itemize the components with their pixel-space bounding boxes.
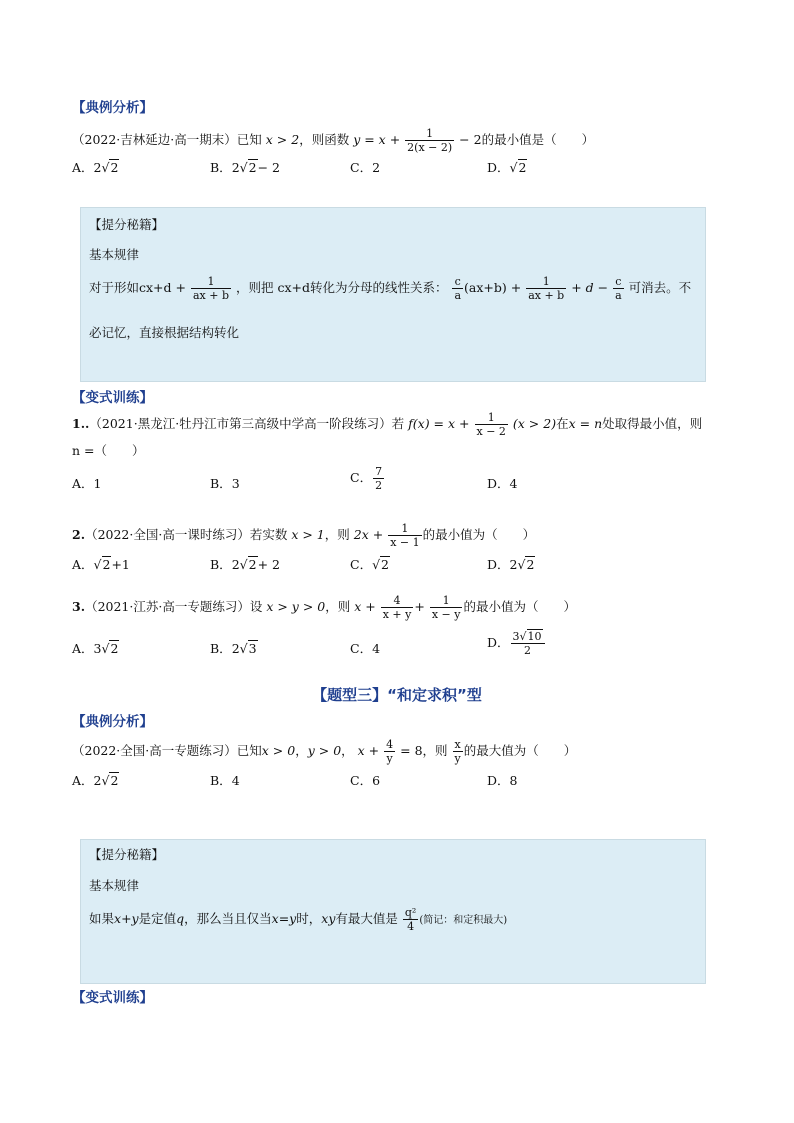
- option-value: 3: [231, 476, 240, 491]
- fraction-numerator: 7: [375, 465, 383, 478]
- example2-mid: ，则: [422, 743, 448, 758]
- fraction-denominator: 2: [375, 479, 383, 492]
- q3-fraction-1: [381, 594, 414, 621]
- example1-option-b: B．2√2− 2: [210, 160, 280, 175]
- option-label: A．: [72, 773, 94, 788]
- option-label: C．: [350, 641, 373, 656]
- fraction-numerator: 4: [393, 594, 401, 607]
- q3-condition: x > y > 0: [266, 599, 326, 614]
- example2-option-a: A．2√2: [72, 773, 119, 788]
- option-post: − 2: [257, 160, 280, 175]
- example2-option-b: [210, 771, 240, 789]
- q1-condition: (x > 2): [512, 416, 557, 431]
- q3-mid: ，则: [325, 599, 351, 614]
- fraction-numerator: 1: [426, 127, 434, 140]
- option-label: B．: [210, 476, 232, 491]
- q2-mid: ，则: [324, 527, 350, 542]
- example2-option-c: [350, 771, 380, 789]
- q1-fraction: [475, 411, 508, 438]
- option-label: D．: [487, 773, 510, 788]
- tip1-text-5: 可消去。不: [628, 280, 692, 295]
- option-label: D．: [487, 635, 510, 650]
- fraction-numerator: 1: [401, 522, 409, 535]
- tip2-note: (简记：和定积最大): [419, 915, 508, 926]
- q2-option-b: B．2√2+ 2: [210, 557, 280, 572]
- option-value: 4: [372, 641, 381, 656]
- tip-law: 基本规律: [89, 247, 140, 262]
- option-label: A．: [72, 557, 94, 572]
- option-coef: 2: [93, 773, 102, 788]
- option-post: +1: [111, 557, 130, 572]
- q2-function: 2x +: [353, 527, 384, 542]
- fraction-numerator: 1: [542, 275, 550, 288]
- q2-option-c: C．√2: [350, 557, 389, 572]
- q2-condition: x > 1: [291, 527, 325, 542]
- example1-function-left: y = x +: [353, 132, 401, 147]
- option-radicand: 2: [518, 160, 527, 175]
- numerator-coef: 3: [512, 630, 520, 643]
- q1-line2: n =（ ）: [72, 443, 145, 458]
- example1-option-c: [350, 158, 380, 176]
- tip1-text-6: 必记忆，直接根据结构转化: [89, 325, 240, 340]
- fraction-denominator: ax + b: [528, 289, 565, 302]
- separator: ，: [341, 743, 354, 758]
- q3-fraction-2: [430, 594, 463, 621]
- option-radicand: 2: [248, 160, 257, 175]
- option-value: 2: [372, 160, 381, 175]
- q1-suffix: 处取得最小值，则: [602, 416, 703, 431]
- example2-option-d: [487, 771, 517, 789]
- option-fraction: [373, 465, 384, 492]
- q3-suffix: 的最小值为（ ）: [463, 599, 576, 614]
- option-coef: 2: [231, 160, 240, 175]
- practice-tag-2: 【变式训练】: [72, 990, 153, 1006]
- tip-box-1: [80, 207, 706, 382]
- tip1-text-2: ，则把 cx+d转化为分母的线性关系：: [235, 280, 448, 295]
- fraction-denominator: a: [615, 289, 622, 302]
- option-label: B．: [210, 773, 232, 788]
- fraction-denominator: x + y: [382, 608, 412, 621]
- option-label: A．: [72, 476, 94, 491]
- option-radicand: 2: [248, 557, 257, 572]
- option-label: D．: [487, 476, 510, 491]
- option-radicand: 2: [381, 557, 389, 572]
- q1-option-c: [350, 465, 385, 492]
- option-label: B．: [210, 557, 232, 572]
- example-analysis-tag: 【典例分析】: [72, 100, 153, 116]
- practice-q2: [72, 522, 535, 549]
- tip1-formula-line: [89, 275, 691, 302]
- option-label: C．: [350, 557, 373, 572]
- option-radicand: 3: [248, 641, 257, 656]
- fraction-numerator: 3√10: [512, 630, 542, 643]
- option-coef: 2: [231, 641, 240, 656]
- question-source: （2021·江苏·高一专题练习）设: [85, 599, 263, 614]
- section-title: 【题型三】“和定求积”型: [312, 686, 482, 704]
- fraction-denominator: x − 2: [476, 425, 506, 438]
- q3-plus: +: [414, 599, 425, 614]
- example1-fraction: [405, 127, 454, 154]
- fraction-denominator: 2(x − 2): [407, 141, 453, 154]
- example2-cond-2: y > 0: [307, 743, 342, 758]
- question-number: 3.: [72, 599, 86, 614]
- q3-function: x +: [354, 599, 376, 614]
- tip2-expr-2: x=y: [271, 911, 297, 926]
- q1-option-b: [210, 474, 240, 492]
- example2-ratio-fraction: [453, 738, 463, 765]
- tip2-expr-3: xy: [321, 911, 336, 926]
- example-analysis-tag-2: 【典例分析】: [72, 714, 153, 730]
- tip2-q: q: [176, 911, 185, 926]
- option-value: 1: [93, 476, 102, 491]
- example1-condition: x > 2: [265, 132, 300, 147]
- question-number: 1..: [72, 416, 90, 431]
- example2-source: （2022·全国·高一专题练习）已知: [72, 743, 262, 758]
- option-value: 4: [231, 773, 240, 788]
- example2-question: [72, 738, 576, 765]
- practice-q3: [72, 594, 576, 621]
- tip1-fraction-1: [191, 275, 231, 302]
- option-radicand: 2: [102, 557, 111, 572]
- example1-question: [72, 127, 594, 154]
- option-label: A．: [72, 641, 94, 656]
- tip2-text-3: ，那么当且仅当: [184, 911, 272, 926]
- q1-at: x = n: [568, 416, 603, 431]
- tip-law: 基本规律: [89, 878, 140, 893]
- fraction-numerator: x: [454, 738, 461, 751]
- example1-option-a: A．2√2: [72, 160, 119, 175]
- example1-function-right: − 2: [459, 132, 482, 147]
- option-radicand: 2: [110, 641, 119, 656]
- option-coef: 3: [93, 641, 102, 656]
- tip2-text-4: 时，: [296, 911, 322, 926]
- option-label: A．: [72, 160, 94, 175]
- fraction-denominator: 4: [403, 919, 418, 933]
- option-value: 6: [372, 773, 381, 788]
- option-coef: 2: [231, 557, 240, 572]
- fraction-numerator: 1: [207, 275, 215, 288]
- fraction-numerator: 4: [386, 738, 394, 751]
- q2-fraction: [388, 522, 421, 549]
- fraction-denominator: y: [454, 752, 461, 765]
- option-radicand: 2: [110, 160, 119, 175]
- q1-option-a: [72, 474, 101, 492]
- tip1-text-1: 对于形如cx+d +: [89, 280, 186, 295]
- q3-option-d: [487, 630, 546, 657]
- fraction-denominator: a: [454, 289, 462, 302]
- example2-cond-fraction: [384, 738, 395, 765]
- q3-option-a: A．3√2: [72, 641, 119, 656]
- tip1-text-4: + d −: [571, 280, 609, 295]
- q1-option-d: [487, 474, 517, 492]
- example2-cond-3-post: = 8: [400, 743, 423, 758]
- tip2-text-5: 有最大值是: [335, 911, 398, 926]
- q2-suffix: 的最小值为（ ）: [422, 527, 536, 542]
- tip1-fraction-4: [613, 275, 624, 302]
- example2-suffix: 的最大值为（ ）: [463, 743, 577, 758]
- example1-suffix: 的最小值是（ ）: [481, 132, 595, 147]
- option-label: B．: [210, 160, 232, 175]
- option-coef: 2: [509, 557, 518, 572]
- fraction-numerator: c: [615, 275, 622, 288]
- tip2-expr-1: x+y: [114, 911, 139, 926]
- option-label: C．: [350, 160, 373, 175]
- fraction-numerator: c: [454, 275, 461, 288]
- option-value: 4: [509, 476, 518, 491]
- option-post: + 2: [257, 557, 280, 572]
- tip1-text-3: (ax+b) +: [464, 280, 522, 295]
- example1-option-d: D．√2: [487, 160, 527, 175]
- q1-mid: 在: [556, 416, 569, 431]
- separator: ，: [295, 743, 308, 758]
- practice-tag: 【变式训练】: [72, 390, 153, 406]
- q2-option-d: D．2√2: [487, 557, 535, 572]
- question-source: （2021·黑龙江·牡丹江市第三高级中学高一阶段练习）若: [89, 416, 405, 431]
- tip2-fraction: [403, 906, 418, 933]
- option-label: B．: [210, 641, 232, 656]
- option-coef: 2: [93, 160, 102, 175]
- option-radicand: 2: [110, 773, 119, 788]
- fraction-denominator: x − 1: [390, 536, 420, 549]
- tip2-text-1: 如果: [89, 911, 115, 926]
- option-label: C．: [350, 470, 373, 485]
- q3-option-b: B．2√3: [210, 641, 257, 656]
- fraction-denominator: ax + b: [192, 289, 229, 302]
- option-label: C．: [350, 773, 373, 788]
- fraction-denominator: y: [384, 751, 395, 765]
- tip2-text-line: [89, 906, 507, 933]
- fraction-numerator: q²: [404, 906, 417, 919]
- question-source: （2022·全国·高一课时练习）若实数: [85, 527, 288, 542]
- tip-title: 【提分秘籍】: [89, 847, 165, 862]
- q3-option-c: [350, 639, 380, 657]
- option-label: D．: [487, 557, 510, 572]
- numerator-radicand: 10: [527, 630, 542, 643]
- fraction-denominator: 2: [511, 643, 545, 657]
- practice-q1: [72, 411, 702, 438]
- example1-source: （2022·吉林延边·高一期末）: [72, 132, 237, 147]
- tip1-fraction-3: [526, 275, 566, 302]
- option-fraction: [511, 630, 545, 657]
- example1-mid: ，则函数: [299, 132, 350, 147]
- example2-cond-1: x > 0: [261, 743, 296, 758]
- fraction-numerator: 1: [487, 411, 495, 424]
- tip-box-2: [80, 839, 706, 984]
- tip1-fraction-2: [452, 275, 463, 302]
- option-radicand: 2: [526, 557, 535, 572]
- example2-cond-3-pre: x +: [357, 743, 380, 758]
- tip-title: 【提分秘籍】: [89, 217, 165, 232]
- option-value: 8: [509, 773, 518, 788]
- q2-option-a: A．√2+1: [72, 557, 130, 572]
- question-number: 2.: [72, 527, 86, 542]
- option-label: D．: [487, 160, 510, 175]
- fraction-denominator: x − y: [431, 608, 461, 621]
- fraction-numerator: 1: [442, 594, 450, 607]
- example1-prefix: 已知: [236, 132, 262, 147]
- tip2-text-2: 是定值: [138, 911, 177, 926]
- q1-function: f(x) = x +: [408, 416, 470, 431]
